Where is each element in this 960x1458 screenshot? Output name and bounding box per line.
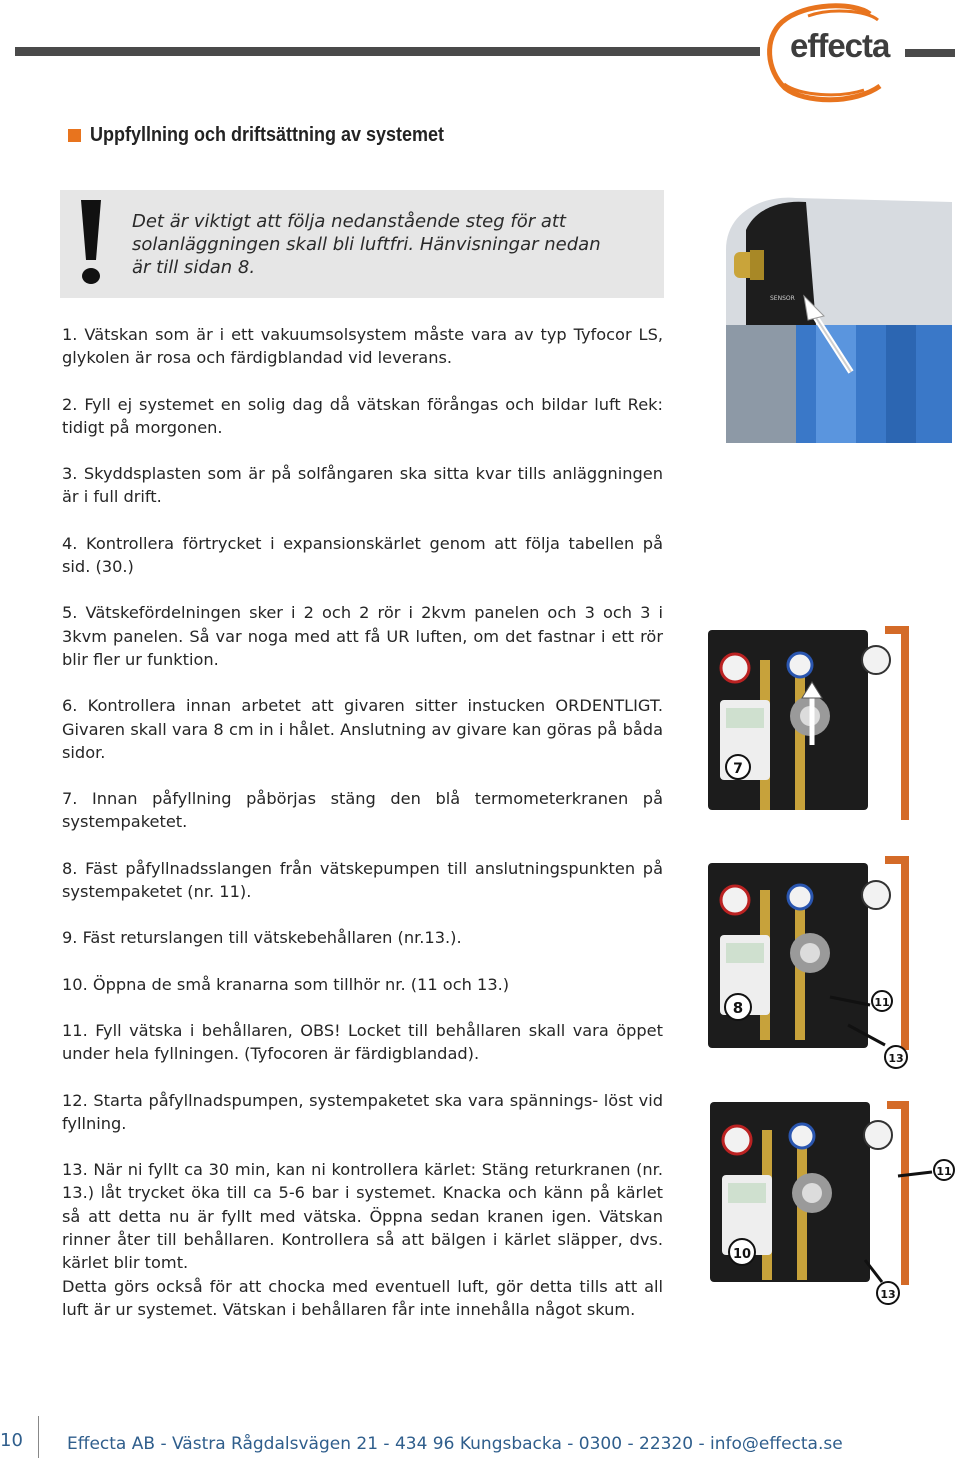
footer-divider — [38, 1416, 39, 1458]
notice-line: solanläggningen skall bli luftfri. Hänvisningar nedan — [132, 234, 601, 255]
callout-7: 7 — [733, 761, 743, 777]
effecta-logo — [760, 0, 910, 105]
collector-photo — [726, 190, 952, 443]
step-item: 3. Skyddsplasten som är på solfångaren ska sitta kvar tills anläggningen är i full drift. — [62, 464, 663, 507]
callout-13: 13 — [880, 1288, 896, 1301]
notice-line: är till sidan 8. — [132, 257, 256, 278]
exclamation-icon — [77, 196, 105, 288]
heading-bullet-square — [68, 129, 81, 142]
step-item: 2. Fyll ej systemet en solig dag då vätskan förångas och bildar luft Rek: tidigt på morgonen. — [62, 394, 663, 437]
header-bar — [15, 47, 760, 56]
system-package-photo-1 — [700, 620, 922, 820]
step-13-text: 13. När ni fyllt ca 30 min, kan ni kontrollera kärlet: Stäng returkranen (nr. 13.) låt trycket öka till ca 5-6 bar i systemet. Knacka och känn på kärlet så att detta nu är fyllt med vätska. Öppna sedan kranen igen. Vätskan rinner åter till behållaren. Kontrollera så att bälgen i kärlet släpper, dvs. kärlet blir tomt. — [62, 1160, 663, 1273]
callout-11: 11 — [874, 996, 890, 1009]
logo-wordmark: effecta — [790, 27, 890, 64]
sensor-label: SENSOR — [770, 295, 795, 302]
page-number: 10 — [0, 1430, 23, 1451]
step-item: 12. Starta påfyllnadspumpen, systempaketet ska vara spännings- löst vid fyllning. — [62, 1090, 663, 1133]
step-item: 7. Innan påfyllning påbörjas stäng den blå termometerkranen på systempaketet. — [62, 789, 663, 832]
step-item — [62, 1158, 663, 1321]
step-item: 5. Vätskefördelningen sker i 2 och 2 rör i 2kvm panelen och 3 och 3 i 3kvm panelen. Så var noga med att få UR luften, om det fastnar i ett rör blir fler ur funktion. — [62, 603, 663, 669]
step-item: 10. Öppna de små kranarna som tillhör nr. (11 och 13.) — [62, 974, 510, 994]
heading-text: Uppfyllning och driftsättning av systemet — [90, 124, 445, 146]
callout-13: 13 — [888, 1052, 904, 1065]
step-item: 8. Fäst påfyllnadsslangen från vätskepumpen till anslutningspunkten på systempaketet (nr. 11). — [62, 858, 663, 902]
system-package-photo-3 — [700, 1090, 960, 1315]
system-package-photo-2 — [700, 845, 922, 1075]
step-item: 11. Fyll vätska i behållaren, OBS! Locket till behållaren skall vara öppet under hela fyllningen. (Tyfocoren är färdigblandad). — [62, 1020, 663, 1064]
callout-10: 10 — [732, 1247, 752, 1262]
step-13-extra: Detta görs också för att chocka med eventuell luft, gör detta tills att all luft är ur systemet. Vätskan i behållaren får inte innehålla något skum. — [62, 1276, 663, 1319]
notice-box — [60, 190, 664, 298]
notice-text — [132, 210, 632, 279]
header-bar-right — [905, 49, 955, 57]
notice-line: Det är viktigt att följa nedanstående steg för att — [132, 211, 566, 232]
step-item: 9. Fäst returslangen till vätskebehållaren (nr.13.). — [62, 928, 462, 948]
step-item: 1. Vätskan som är i ett vakuumsolsystem måste vara av typ Tyfocor LS, glykolen är rosa och färdigblandad vid leverans. — [62, 325, 663, 368]
step-item: 6. Kontrollera innan arbetet att givaren sitter instucken ORDENTLIGT. Givaren skall vara 8 cm in i hålet. Anslutning av givare kan göras på båda sidor. — [62, 696, 663, 762]
section-heading — [68, 124, 483, 147]
callout-8: 8 — [732, 999, 744, 1017]
steps-list — [62, 323, 663, 1321]
step-item: 4. Kontrollera förtrycket i expansionskärlet genom att följa tabellen på sid. (30.) — [62, 533, 663, 577]
footer-address: Effecta AB - Västra Rågdalsvägen 21 - 434 96 Kungsbacka - 0300 - 22320 - info@effecta.se — [67, 1434, 843, 1454]
callout-11: 11 — [936, 1165, 952, 1178]
